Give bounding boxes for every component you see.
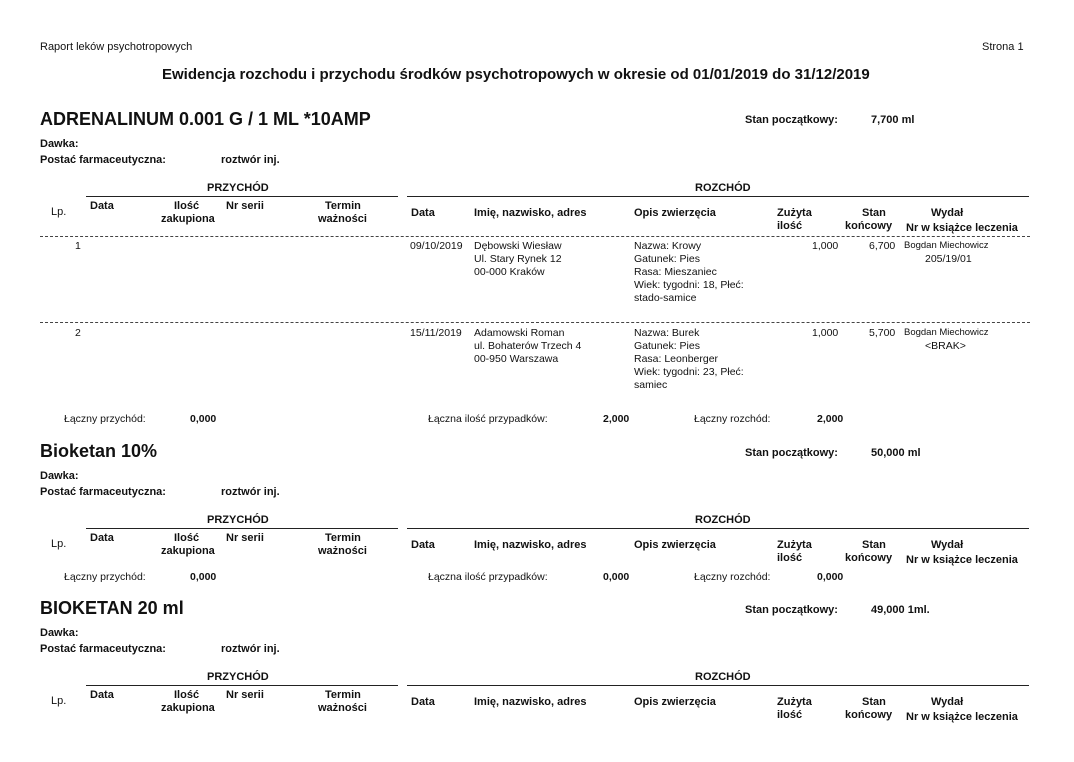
stan-poczatkowy-value: 50,000 ml: [871, 447, 921, 459]
postac-value: roztwór inj.: [221, 154, 280, 166]
laczny-przychod-label: Łączny przychód:: [64, 413, 146, 425]
col-ilosc-2: zakupiona: [161, 213, 215, 225]
col-ilosc: Ilość: [174, 532, 200, 544]
col-wydal: Wydał: [931, 696, 964, 708]
row-nr: 205/19/01: [925, 253, 972, 265]
przychod-header: PRZYCHÓD: [207, 182, 269, 194]
col-termin-2: ważności: [318, 702, 367, 714]
col-data-r: Data: [411, 696, 435, 708]
col-data-r: Data: [411, 207, 435, 219]
postac-label: Postać farmaceutyczna:: [40, 643, 166, 655]
przychod-header: PRZYCHÓD: [207, 514, 269, 526]
col-termin: Termin: [325, 200, 361, 212]
col-imie: Imię, nazwisko, adres: [474, 696, 587, 708]
product-name: BIOKETAN 20 ml: [40, 598, 184, 618]
row-lp: 1: [75, 240, 81, 252]
col-ilosc-2: zakupiona: [161, 702, 215, 714]
col-zuzyta-2: ilość: [777, 220, 803, 232]
col-ilosc: Ilość: [174, 200, 200, 212]
col-termin: Termin: [325, 689, 361, 701]
col-wydal: Wydał: [931, 207, 964, 219]
laczny-rozchod-value: 0,000: [817, 571, 844, 583]
stan-poczatkowy-label: Stan początkowy:: [745, 447, 838, 459]
col-zuzyta: Zużyta: [777, 539, 812, 551]
col-lp: Lp.: [51, 206, 67, 218]
divider: [407, 196, 1029, 197]
col-ilosc: Ilość: [174, 689, 200, 701]
laczna-ilosc-label: Łączna ilość przypadków:: [428, 571, 548, 583]
col-wydal-2: Nr w książce leczenia: [906, 554, 1018, 566]
row-lp: 2: [75, 327, 81, 339]
col-data: Data: [90, 689, 114, 701]
col-termin-2: ważności: [318, 213, 367, 225]
stan-poczatkowy-label: Stan początkowy:: [745, 604, 838, 616]
col-wydal-2: Nr w książce leczenia: [906, 711, 1018, 723]
dawka-label: Dawka:: [40, 627, 79, 639]
divider: [407, 528, 1029, 529]
col-zuzyta-2: ilość: [777, 552, 803, 564]
row-opis-line: Wiek: tygodni: 18, Płeć:: [634, 279, 744, 291]
page-number: Strona 1: [982, 41, 1024, 53]
col-stan: Stan: [862, 539, 886, 551]
col-ilosc-2: zakupiona: [161, 545, 215, 557]
row-zuzyta: 1,000: [812, 327, 839, 339]
laczny-przychod-label: Łączny przychód:: [64, 571, 146, 583]
stan-poczatkowy-value: 49,000 1ml.: [871, 604, 930, 616]
row-stan: 6,700: [869, 240, 896, 252]
col-opis: Opis zwierzęcia: [634, 207, 716, 219]
product-name: Bioketan 10%: [40, 441, 158, 461]
col-stan: Stan: [862, 207, 886, 219]
col-zuzyta: Zużyta: [777, 207, 812, 219]
row-wydal: Bogdan Miechowicz: [904, 240, 989, 251]
row-opis-line: samiec: [634, 379, 668, 391]
laczny-przychod-value: 0,000: [190, 413, 217, 425]
row-imie-line: ul. Bohaterów Trzech 4: [474, 340, 582, 352]
col-wydal-2: Nr w książce leczenia: [906, 222, 1018, 234]
row-zuzyta: 1,000: [812, 240, 839, 252]
col-stan-2: końcowy: [845, 709, 893, 721]
laczny-rozchod-label: Łączny rozchód:: [694, 571, 771, 583]
divider: [86, 196, 398, 197]
row-wydal: Bogdan Miechowicz: [904, 327, 989, 338]
col-nr-serii: Nr serii: [226, 532, 264, 544]
col-imie: Imię, nazwisko, adres: [474, 539, 587, 551]
row-nr: <BRAK>: [925, 340, 966, 352]
postac-value: roztwór inj.: [221, 486, 280, 498]
col-data: Data: [90, 200, 114, 212]
col-termin: Termin: [325, 532, 361, 544]
dawka-label: Dawka:: [40, 470, 79, 482]
product-name: ADRENALINUM 0.001 G / 1 ML *10AMP: [40, 109, 371, 129]
col-data: Data: [90, 532, 114, 544]
col-zuzyta: Zużyta: [777, 696, 812, 708]
divider: [86, 528, 398, 529]
dawka-label: Dawka:: [40, 138, 79, 150]
postac-label: Postać farmaceutyczna:: [40, 154, 166, 166]
laczny-rozchod-label: Łączny rozchód:: [694, 413, 771, 425]
postac-label: Postać farmaceutyczna:: [40, 486, 166, 498]
row-separator: [40, 236, 1030, 237]
col-stan: Stan: [862, 696, 886, 708]
col-lp: Lp.: [51, 538, 67, 550]
col-opis: Opis zwierzęcia: [634, 539, 716, 551]
col-wydal: Wydał: [931, 539, 964, 551]
row-opis-line: Rasa: Leonberger: [634, 353, 719, 365]
col-imie: Imię, nazwisko, adres: [474, 207, 587, 219]
row-imie-line: Ul. Stary Rynek 12: [474, 253, 562, 265]
row-imie-line: Dębowski Wiesław: [474, 240, 562, 252]
row-data: 15/11/2019: [410, 327, 462, 339]
row-imie-line: 00-950 Warszawa: [474, 353, 559, 365]
divider: [86, 685, 398, 686]
col-lp: Lp.: [51, 695, 67, 707]
col-nr-serii: Nr serii: [226, 200, 264, 212]
row-data: 09/10/2019: [410, 240, 463, 252]
laczna-ilosc-label: Łączna ilość przypadków:: [428, 413, 548, 425]
divider: [407, 685, 1029, 686]
row-opis-line: Nazwa: Krowy: [634, 240, 702, 252]
laczna-ilosc-value: 0,000: [603, 571, 630, 583]
postac-value: roztwór inj.: [221, 643, 280, 655]
col-zuzyta-2: ilość: [777, 709, 803, 721]
row-imie-line: Adamowski Roman: [474, 327, 565, 339]
col-stan-2: końcowy: [845, 552, 893, 564]
laczna-ilosc-value: 2,000: [603, 413, 630, 425]
row-imie-line: 00-000 Kraków: [474, 266, 545, 278]
laczny-rozchod-value: 2,000: [817, 413, 844, 425]
stan-poczatkowy-label: Stan początkowy:: [745, 114, 838, 126]
row-separator: [40, 322, 1030, 323]
row-opis-line: Nazwa: Burek: [634, 327, 700, 339]
col-nr-serii: Nr serii: [226, 689, 264, 701]
report-title: Ewidencja rozchodu i przychodu środków psychotropowych w okresie od 01/01/2019 do 31/12/2019: [162, 66, 870, 83]
rozchod-header: ROZCHÓD: [695, 671, 751, 683]
rozchod-header: ROZCHÓD: [695, 182, 751, 194]
row-opis-line: Rasa: Mieszaniec: [634, 266, 717, 278]
row-opis-line: Gatunek: Pies: [634, 253, 700, 265]
col-stan-2: końcowy: [845, 220, 893, 232]
col-opis: Opis zwierzęcia: [634, 696, 716, 708]
przychod-header: PRZYCHÓD: [207, 671, 269, 683]
rozchod-header: ROZCHÓD: [695, 514, 751, 526]
laczny-przychod-value: 0,000: [190, 571, 217, 583]
stan-poczatkowy-value: 7,700 ml: [871, 114, 915, 126]
row-opis-line: Gatunek: Pies: [634, 340, 700, 352]
col-data-r: Data: [411, 539, 435, 551]
col-termin-2: ważności: [318, 545, 367, 557]
row-stan: 5,700: [869, 327, 896, 339]
row-opis-line: stado-samice: [634, 292, 697, 304]
row-opis-line: Wiek: tygodni: 23, Płeć:: [634, 366, 744, 378]
report-name: Raport leków psychotropowych: [40, 41, 193, 53]
